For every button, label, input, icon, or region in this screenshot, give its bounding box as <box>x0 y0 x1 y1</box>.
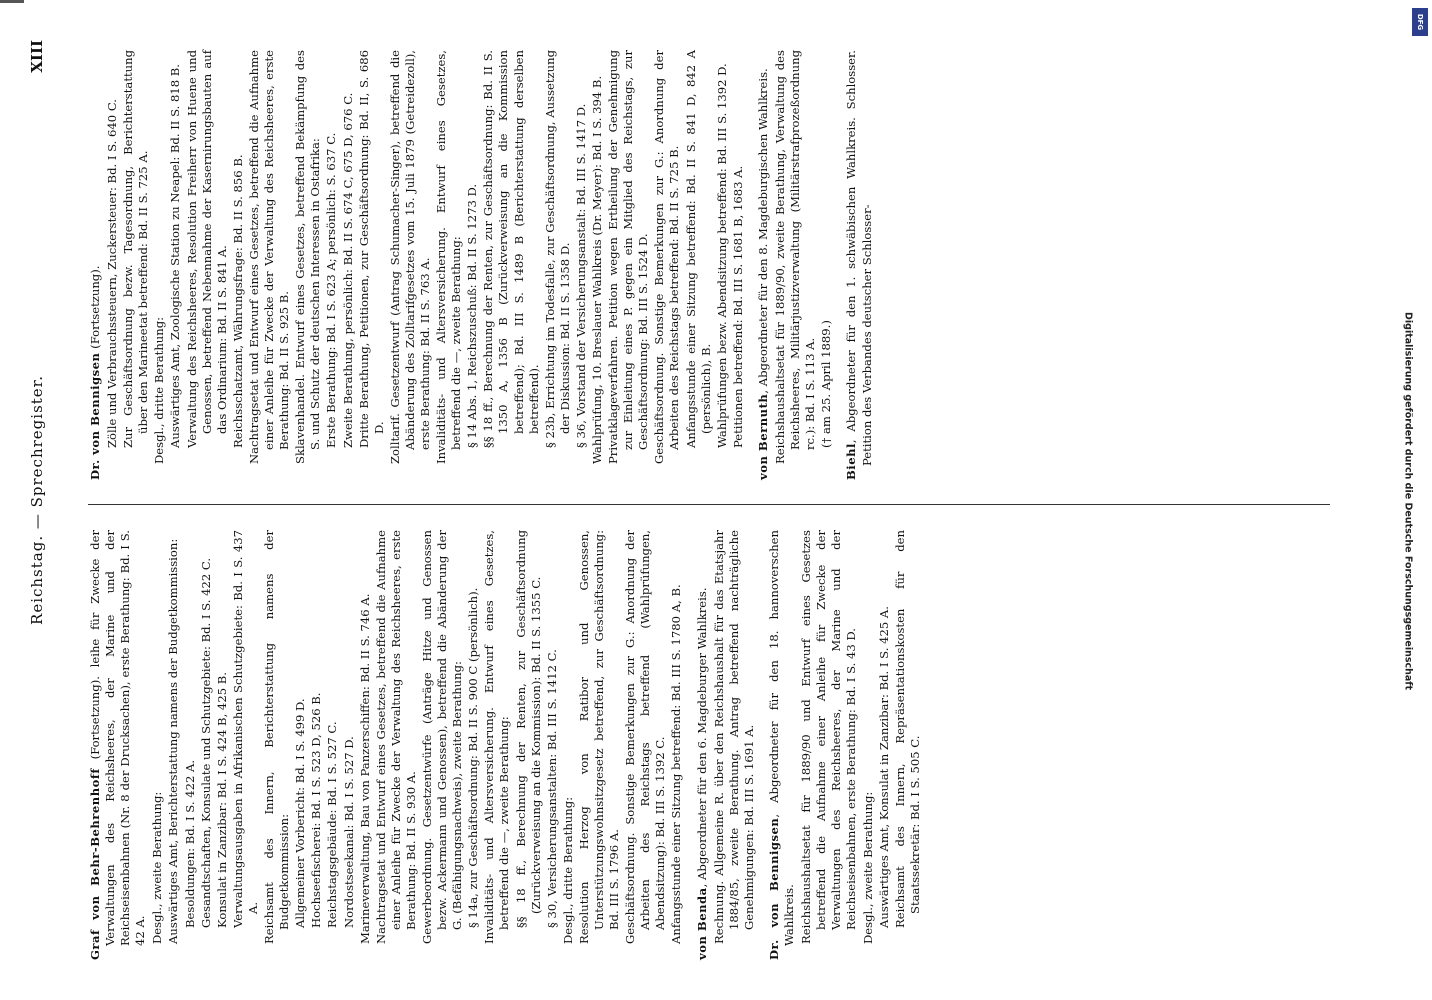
register-subentry <box>121 50 151 480</box>
entry-gap <box>747 50 756 480</box>
entry-text: Hochseefischerei: Bd. I S. 523 D, 526 B. <box>309 692 324 928</box>
register-subentry <box>652 50 682 480</box>
entry-text: §§ 18 ff., Berechnung der Renten, zur Geschäftsordnung (Zurückverweisung an die Kommission): Bd. II S. 1355 C. <box>513 530 543 928</box>
entry-text: Sklavenhandel. Entwurf eines Gesetzes, betreffend Bekämpfung des S. und Schutz der deutschen Interessen in Ostafrika: <box>293 50 323 464</box>
register-subentry <box>199 530 214 960</box>
register-subentry <box>388 50 433 480</box>
entry-text: Reichstagsgebäude: Bd. I S. 527 C. <box>325 721 340 928</box>
register-entry <box>844 50 874 480</box>
register-subentry <box>168 50 183 480</box>
register-subentry <box>773 50 818 480</box>
entry-text: , Abgeordneter für den 1. schwäbischen Wahlkreis. Schlosser. Petition des Verbandes deutscher Schlosser- <box>844 50 874 466</box>
register-subentry <box>669 530 684 960</box>
register-subentry <box>606 50 651 480</box>
entry-text: Marineverwaltung, Bau von Panzerschiffen: Bd. II S. 746 A. <box>357 593 372 944</box>
entry-text: Resolution Herzog von Ratibor und Genossen, Unterstützungswohnsitzgesetz betreffend, zur Geschäftsordnung: Bd. III S. 1796 A. <box>576 530 622 944</box>
register-subentry <box>561 530 576 960</box>
register-subentry <box>262 530 292 960</box>
entry-gap <box>758 530 767 960</box>
entry-text: , Abgeordneter für den 8. Magdeburgischen Wahlkreis. <box>755 68 770 394</box>
register-subentry <box>247 50 292 480</box>
entry-text: Gesandtschaften, Konsulate und Schutzgebiete: Bd. I S. 422 C. <box>198 557 213 928</box>
entry-text: , Abgeordneter für den 18. hannoverschen Wahlkreis. <box>766 529 797 946</box>
register-subentry <box>434 50 464 480</box>
entry-text: Erste Berathung: Bd. I S. 623 A; persönlich: S. 637 C. <box>324 132 339 448</box>
register-subentry <box>325 530 340 960</box>
entry-text: Auswärtiges Amt, Konsulat in Zanzibar: Bd. I S. 425 A. <box>876 606 891 928</box>
entry-text: Desgl., dritte Berathung: <box>560 796 575 944</box>
register-subentry <box>543 50 573 480</box>
register-subentry <box>342 530 357 960</box>
register-subentry <box>152 50 167 480</box>
register-subentry <box>684 50 714 480</box>
digitization-note <box>1400 16 1416 986</box>
register-subentry <box>514 530 544 960</box>
entry-text: Rechnung. Allgemeine R. über den Reichshaushalt für das Etatsjahr 1884/85, zweite Berathung. Antrag betreffend nachträgliche Genehmigungen: Bd. III S. 1691 A. <box>711 530 756 944</box>
entry-text: Zolltarif. Gesetzentwurf (Antrag Schumacher-Singer), betreffend die Abänderung des Zolltarifgesetzes vom 15. Juli 1879 (Getreidezoll), erste Berathung: Bd. II S. 763 A. <box>387 50 432 464</box>
register-subentry <box>712 530 757 960</box>
header-title: Reichstag. — Sprechregister. <box>28 375 46 625</box>
register-subentry <box>231 50 246 480</box>
entry-text: Anfangsstunde einer Sitzung betreffend: Bd. II S. 841 D, 842 A (persönlich), B. <box>683 50 713 448</box>
entry-text: Reichsschatzamt, Währungsfrage: Bd. II S. 856 B. <box>230 154 245 448</box>
register-subentry <box>574 50 589 480</box>
entry-text: Dritte Berathung, Petitionen, zur Geschäftsordnung: Bd. II, S. 686 D. <box>356 50 386 448</box>
speaker-name: Dr. von Bennigsen <box>766 817 781 960</box>
entry-text: § 14a, zur Geschäftsordnung: Bd. II S. 900 C (persönlich). <box>466 587 481 928</box>
register-subentry <box>465 50 480 480</box>
register-subentry <box>293 530 308 960</box>
register-subentry <box>215 530 230 960</box>
entry-text: Petitionen betreffend: Bd. III S. 1681 B, 1683 A. <box>730 165 745 448</box>
entry-text: § 30, Versicherungsanstalten: Bd. III S. 1412 C. <box>544 649 559 928</box>
entry-text: Wahlprüfungen bezw. Abendsitzung betreffend: Bd. III S. 1392 D. <box>714 63 729 448</box>
entry-text: (Fortsetzung). <box>88 265 102 353</box>
register-subentry <box>731 50 746 480</box>
digitization-note-text: Digitalisierung gefördert durch die Deutsche Forschungsgemeinschaft <box>1402 312 1414 690</box>
register-subentry <box>185 50 230 480</box>
register-entry <box>767 530 797 960</box>
register-subentry <box>341 50 356 480</box>
entry-text: Zur Geschäftsordnung bezw. Tagesordnung, Berichterstattung über den Marineetat betreffend: Bd. II S. 725 A. <box>121 50 151 448</box>
register-subentry <box>324 50 339 480</box>
register-entry <box>88 50 103 480</box>
scan-corner-mark <box>0 0 24 3</box>
right-column <box>88 50 877 480</box>
entry-text: §§ 18 ff., Berechnung der Renten, zur Geschäftsordnung: Bd. II S. 1350 A, 1356 B (Zurückverweisung an die Kommission betreffend); Bd. III S. 1489 B (Berichterstattung derselben betreffend). <box>481 50 541 448</box>
entry-text: Geschäftsordnung. Sonstige Bemerkungen zur G.: Anordnung der Arbeiten des Reichstags betreffend (Wahlprüfungen, Abendsitzung): Bd. III S. 1392 C. <box>623 530 668 944</box>
entry-text: Reichsamt des Innern, Berichterstattung namens der Budgetkommission: <box>262 530 292 944</box>
register-subentry <box>577 530 622 960</box>
register-subentry <box>861 530 876 960</box>
entry-text: Reichshaushaltsetat für 1889/90, zweite Berathung, Verwaltung des Reichsheeres, Militärjustizverwaltung (Militärstrafprozeßordnung rc.): Bd. I S. 113 A. <box>773 50 818 464</box>
entry-text: Invaliditäts- und Altersversicherung. Entwurf eines Gesetzes, betreffend die —, zweite Berathung: <box>434 50 464 464</box>
speaker-name: Dr. von Bennigsen <box>88 352 102 480</box>
entry-text: Zweite Berathung, persönlich: Bd. II S. 674 C, 675 D, 676 C. <box>340 92 355 448</box>
speaker-name: von Benda <box>694 887 709 960</box>
register-subentry <box>482 530 512 960</box>
register-subentry <box>799 530 859 960</box>
register-subentry <box>893 530 923 960</box>
entry-text: Anfangsstunde einer Sitzung betreffend: Bd. III S. 1780 A, B. <box>669 584 684 944</box>
entry-text: Geschäftsordnung. Sonstige Bemerkungen zur G.: Anordnung der Arbeiten des Reichstags betreffend: Bd. II S. 725 B. <box>652 50 682 464</box>
entry-text: Desgl., zweite Berathung: <box>150 791 165 944</box>
entry-text: (Fortsetzung). leihe für Zwecke der Verwaltungen des Reichsheeres, der Marine und der Reichseisenbahnen (Nr. 8 der Drucksachen), erste Berathung: Bd. I S. 42 A. <box>88 530 148 946</box>
entry-text: Desgl., dritte Berathung: <box>152 316 167 464</box>
register-subentry <box>231 530 261 960</box>
entry-text: Verwaltungsausgaben in Afrikanischen Schutzgebiete: Bd. I S. 437 A. <box>230 530 260 928</box>
entry-text: § 36, Vorstand der Versicherungsanstalt: Bd. III S. 1417 D. <box>573 103 588 448</box>
entry-text: († am 25. April 1889.) <box>819 320 834 448</box>
register-subentry <box>105 50 120 480</box>
register-subentry <box>293 50 323 480</box>
register-subentry <box>357 50 387 480</box>
page-header <box>28 40 58 960</box>
entry-text: Desgl., zweite Berathung: <box>860 791 875 944</box>
entry-text: Privatklageverfahren. Petition wegen Ertheilung der Genehmigung zur Einleitung eines P. gegen ein Mitglied des Reichstags, zur Geschäftsordnung: Bd. III S. 1524 D. <box>606 50 651 464</box>
register-subentry <box>309 530 324 960</box>
entry-text: Reichshaushaltsetat für 1889/90 und Entwurf eines Gesetzes betreffend die Aufnahme einer Anleihe für Zwecke der Verwaltungen des Reichsheeres, der Marine und der Reichseisenbahnen, erste Berathung: Bd. I S. 43 D. <box>799 530 859 944</box>
register-entry <box>756 50 771 480</box>
entry-text: Verwaltung des Reichsheeres, Resolution Freiherr von Huene und Genossen, betreffend Nebennahme der Kasernirungsbauten auf das Ordinarium: Bd. II S. 841 A. <box>184 50 229 448</box>
register-subentry <box>166 530 181 960</box>
register-subentry <box>819 50 834 480</box>
entry-text: Reichsamt des Innern, Repräsentationskosten für den Staatssekretär: Bd. I S. 505 C. <box>892 530 922 928</box>
entry-text: Konsulat in Zanzibar: Bd. I S. 424 B, 425 B. <box>214 672 229 928</box>
register-entry <box>88 530 148 960</box>
entry-text: Zölle und Verbrauchssteuern, Zuckersteuer: Bd. I S. 640 C. <box>105 99 120 448</box>
column-divider <box>88 504 1330 505</box>
register-subentry <box>481 50 541 480</box>
entry-text: , Abgeordneter für den 6. Magdeburger Wahlkreis. <box>694 587 709 888</box>
entry-text: Invaliditäts- und Altersversicherung. Entwurf eines Gesetzes, betreffend die —, zweite Berathung: <box>482 530 512 944</box>
left-column <box>88 530 924 960</box>
register-subentry <box>420 530 465 960</box>
entry-text: § 14 Abs. 1, Reichszuschuß: Bd. II S. 1273 D. <box>465 183 480 448</box>
entry-text: Auswärtiges Amt, Zoologische Station zu Neapel: Bd. II S. 818 B. <box>168 64 183 448</box>
entry-text: Gewerbeordnung. Gesetzentwürfe (Anträge Hitze und Genossen bezw. Ackermann und Genossen), betreffend die Abänderung der G. (Befähigungsnachweis), zweite Berathung: <box>419 530 465 944</box>
entry-gap <box>835 50 844 480</box>
register-subentry <box>545 530 560 960</box>
register-subentry <box>590 50 605 480</box>
speaker-name: Biehl <box>844 443 859 480</box>
speaker-name: von Bernuth <box>755 393 770 480</box>
register-subentry <box>358 530 373 960</box>
register-subentry <box>150 530 165 960</box>
entry-text: Auswärtiges Amt, Berichterstattung namens der Budgetkommission: <box>166 538 181 944</box>
register-subentry <box>374 530 419 960</box>
entry-text: Nordostseekanal: Bd. I S. 527 D. <box>341 736 356 928</box>
entry-text: § 23b, Errichtung im Todesfalle, zur Geschäftsordnung, Aussetzung der Diskussion: Bd. II S. 1358 D. <box>542 50 572 448</box>
register-entry <box>695 530 710 960</box>
entry-text: Wahlprüfung, 10. Breslauer Wahlkreis (Dr. Meyer): Bd. I S. 394 B. <box>590 75 604 464</box>
entry-text: Besoldungen: Bd. I S. 422 A. <box>182 759 197 928</box>
entry-text: Nachtragsetat und Entwurf eines Gesetzes, betreffend die Aufnahme einer Anleihe für Zwecke der Verwaltung des Reichsheeres, erste Berathung: Bd. II S. 930 A. <box>373 530 418 944</box>
speaker-name: Graf von Behr-Behrenhoff <box>88 768 102 960</box>
register-subentry <box>877 530 892 960</box>
register-subentry <box>183 530 198 960</box>
entry-text: Allgemeiner Vorbericht: Bd. I S. 499 D. <box>293 698 308 928</box>
dfg-logo-badge: DFG <box>1412 8 1428 36</box>
register-subentry <box>623 530 668 960</box>
page-number: XIII <box>28 40 46 73</box>
entry-gap <box>686 530 695 960</box>
register-subentry <box>715 50 730 480</box>
register-subentry <box>466 530 481 960</box>
entry-text: Nachtragsetat und Entwurf eines Gesetzes, betreffend die Aufnahme einer Anleihe für Zwecke der Verwaltung des Reichsheeres, erste Berathung: Bd. II S. 925 B. <box>246 50 292 464</box>
